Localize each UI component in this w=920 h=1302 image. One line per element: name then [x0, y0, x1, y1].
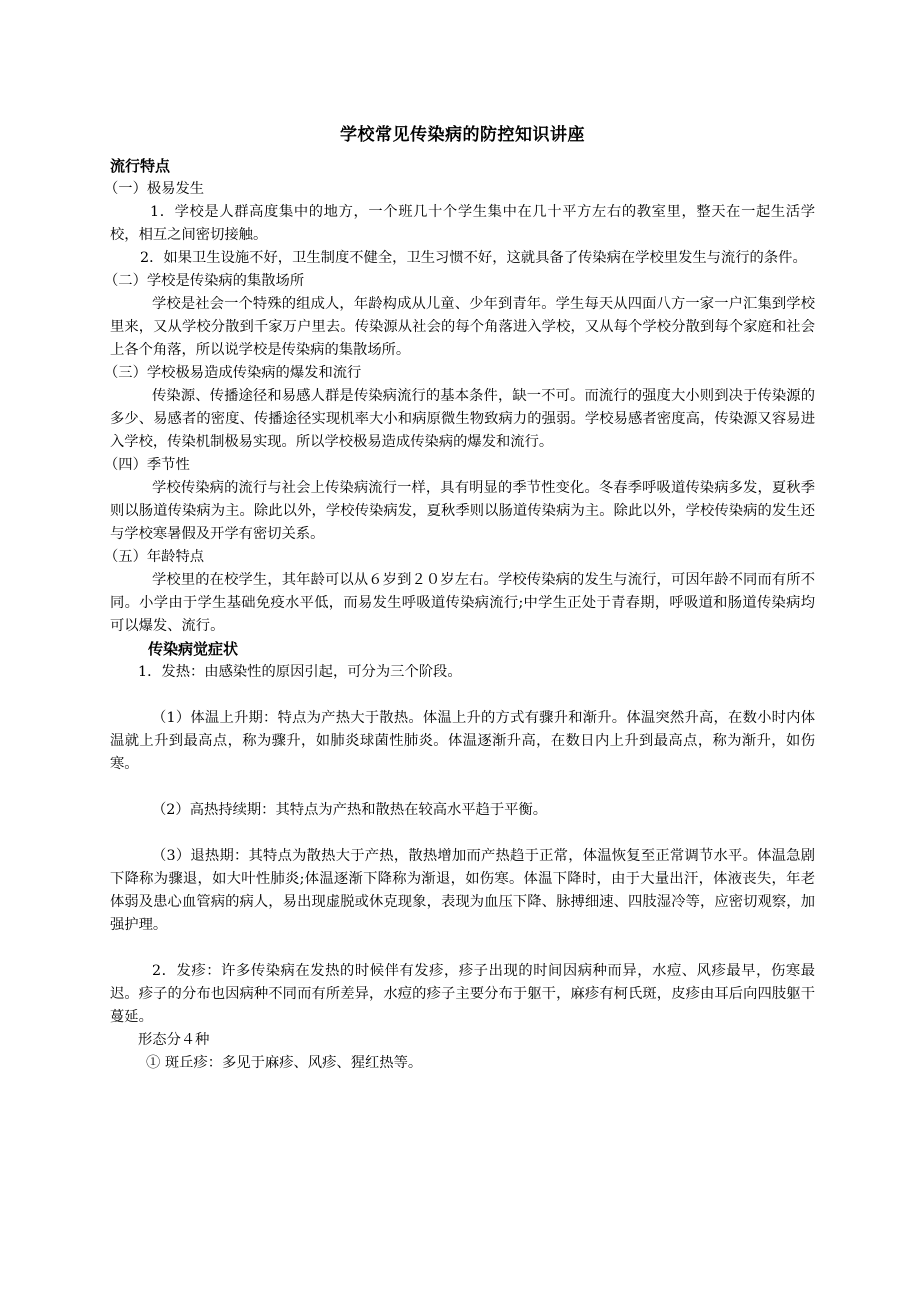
subsection-heading-4: （四）季节性	[104, 457, 190, 473]
rash-forms-label: 形态分４种	[138, 1032, 210, 1048]
rash-form-1: ① 斑丘疹：多见于麻疹、风疹、猩红热等。	[146, 1055, 423, 1071]
fever-stage-3: （3）退热期：其特点为散热大于产热，散热增加而产热趋于正常，体温恢复至正常调节水平。体温急剧下降称为骤退，如大叶性肺炎;体温逐渐下降称为渐退，如伤寒。体温下降时，由于大量出汗，体液丧失，年老体弱及患心血管病的病人，易出现虚脱或休克现象，表现为血压下降、脉搏细速、四肢湿冷等，应密切观察，加强护理。	[110, 848, 815, 933]
subsection-heading-2: （二）学校是传染病的集散场所	[104, 273, 305, 289]
document-title: 学校常见传染病的防控知识讲座	[340, 125, 585, 145]
section-heading-symptoms: 传染病觉症状	[148, 640, 239, 658]
paragraph: 学校里的在校学生，其年龄可以从６岁到２０岁左右。学校传染病的发生与流行，可因年龄不同而有所不同。小学由于学生基础免疫水平低，而易发生呼吸道传染病流行;中学生正处于青春期，呼吸道和肠道传染病均可以爆发、流行。	[110, 572, 815, 634]
paragraph: 2．如果卫生设施不好，卫生制度不健全，卫生习惯不好，这就具备了传染病在学校里发生与流行的条件。	[140, 250, 807, 266]
paragraph: 传染源、传播途径和易感人群是传染病流行的基本条件，缺一不可。而流行的强度大小则到决于传染源的多少、易感者的密度、传播途径实现机率大小和病原微生物致病力的强弱。学校易感者密度高，传染源又容易进入学校，传染机制极易实现。所以学校极易造成传染病的爆发和流行。	[110, 388, 815, 450]
subsection-heading-3: （三）学校极易造成传染病的爆发和流行	[104, 365, 362, 381]
fever-stage-2: （2）高热持续期：其特点为产热和散热在较高水平趋于平衡。	[152, 802, 548, 818]
document-page	[104, 120, 815, 1075]
subsection-heading-1: （一）极易发生	[104, 181, 205, 197]
symptom-item-fever: 1．发热：由感染性的原因引起，可分为三个阶段。	[138, 664, 462, 680]
fever-stage-1: （1）体温上升期：特点为产热大于散热。体温上升的方式有骤升和渐升。体温突然升高，在数小时内体温就上升到最高点，称为骤升，如肺炎球菌性肺炎。体温逐渐升高，在数日内上升到最高点，称为渐升，如伤寒。	[110, 710, 815, 772]
section-heading-epidemic-features: 流行特点	[110, 157, 171, 175]
paragraph: 1．学校是人群高度集中的地方，一个班几十个学生集中在几十平方左右的教室里，整天在一起生活学校，相互之间密切接触。	[110, 204, 815, 243]
paragraph: 学校传染病的流行与社会上传染病流行一样，具有明显的季节性变化。冬春季呼吸道传染病多发，夏秋季则以肠道传染病为主。除此以外，学校传染病发，夏秋季则以肠道传染病为主。除此以外，学校传染病的发生还与学校寒暑假及开学有密切关系。	[110, 480, 815, 542]
subsection-heading-5: （五）年龄特点	[104, 549, 205, 565]
symptom-item-rash: 2．发疹：许多传染病在发热的时候伴有发疹，疹子出现的时间因病种而异，水痘、风疹最早，伤寒最迟。疹子的分布也因病种不同而有所差异，水痘的疹子主要分布于躯干，麻疹有柯氏斑，皮疹由耳后向四肢躯干蔓延。	[110, 963, 815, 1025]
paragraph: 学校是社会一个特殊的组成人，年龄构成从儿童、少年到青年。学生每天从四面八方一家一户汇集到学校里来，又从学校分散到千家万户里去。传染源从社会的每个角落进入学校，又从每个学校分散到每个家庭和社会上各个角落，所以说学校是传染病的集散场所。	[110, 296, 815, 358]
